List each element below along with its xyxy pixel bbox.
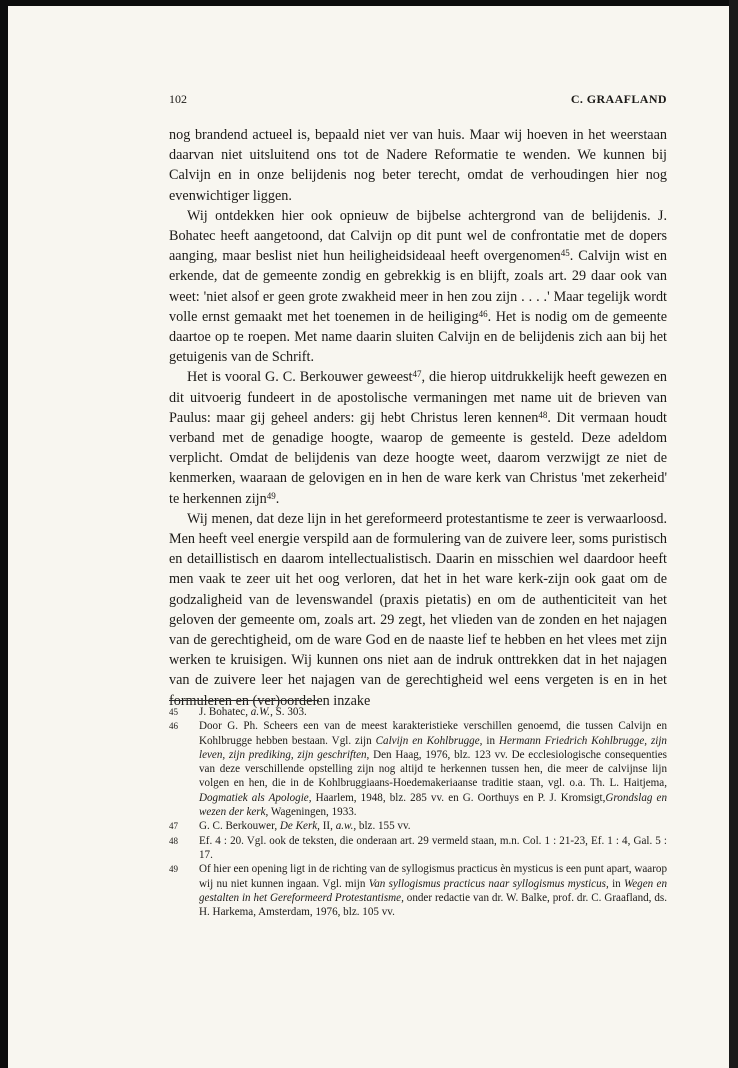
text-span: G. C. Berkouwer, xyxy=(199,820,280,833)
footnote xyxy=(169,719,667,819)
text-span: Den Haag, 1976, blz. 123 vv. De ecclesiologische consequenties van deze verschillende opstelling zijn nog altijd te herkennen tussen hen, die meer de calvijnse lijn volgen en hen, die in de Kohlbruggiaans-Hoedemakeriaanse traditie staan, vgl. o.a. Th. L. Haitjema, xyxy=(199,748,667,790)
footnote-rule xyxy=(169,700,319,701)
footnote-ref[interactable]: 46 xyxy=(478,308,488,319)
text-span: , S. 303. xyxy=(270,706,307,718)
text-span: Wageningen, 1933. xyxy=(268,806,357,819)
italic-text: a.w., xyxy=(335,820,357,833)
text-span: blz. 155 vv. xyxy=(356,820,411,833)
text-span: Het is vooral G. C. Berkouwer geweest xyxy=(187,369,413,386)
text-span: Of hier een opening ligt in de richting van de syllogismus practicus èn mysticus is een punt apart, waarop wij nu niet kunnen ingaan. Vgl. mijn xyxy=(199,863,667,890)
italic-text: a.W. xyxy=(250,706,271,718)
footnote-number: 46 xyxy=(169,721,178,732)
footnote xyxy=(169,819,667,833)
footnote-ref[interactable]: 47 xyxy=(412,369,422,380)
footnote-number: 45 xyxy=(169,707,178,717)
italic-text: Calvijn en Kohlbrugge, xyxy=(375,734,483,747)
italic-text: Van syllogismus practicus naar syllogismus mysticus, xyxy=(368,877,609,890)
text-span: Haarlem, 1948, blz. 285 vv. en G. Oorthuys en P. J. Kromsigt, xyxy=(311,791,606,804)
text-span: Wij ontdekken hier ook opnieuw de bijbelse achtergrond van de belijdenis. J. Bohatec heeft aangetoond, dat Calvijn op dit punt wel de confrontatie met de dopers aanging, maar beslist niet hun heiligheidsideaal heeft overgenomen xyxy=(169,207,667,265)
paragraph xyxy=(169,367,667,508)
italic-text: Grondslag en wezen der kerk, xyxy=(199,791,668,819)
footnote xyxy=(169,834,667,863)
body-text xyxy=(169,125,667,711)
text-span: Door G. Ph. Scheers een van de meest karakteristieke verschillen genoemd, die tussen Calvijn en Kohlbrugge hebben bestaan. Vgl. zijn xyxy=(199,720,667,747)
text-span: J. Bohatec, xyxy=(199,706,251,718)
scan-left-edge xyxy=(0,0,8,1068)
text-span: . xyxy=(275,490,280,507)
page-number: 102 xyxy=(169,92,187,106)
footnote xyxy=(169,862,667,919)
italic-text: Dogmatiek als Apologie, xyxy=(199,791,312,804)
text-span: in xyxy=(608,877,625,890)
page xyxy=(169,0,667,1068)
text-span: , die hierop uitdrukkelijk heeft gewezen en dit uitvoerig fundeert in de apostolische vermaningen met name uit de brieven van Paulus: maar gij geheel anders: gij hebt Christus leren kennen xyxy=(169,369,667,426)
footnote-ref[interactable]: 45 xyxy=(560,248,570,259)
text-span: . Dit vermaan houdt verband met de genadige hoogte, waarop de gemeente is gesteld. Deze adeldom verplicht. Omdat de belijdenis van deze hoogte weet, daarom verzwijgt ze niet de kenmerken, waaraan de gelovigen en in hen de ware kerk van Christus 'met zekerheid' te herkennen zijn xyxy=(169,409,667,507)
footnote-number: 47 xyxy=(169,821,178,832)
footnote-ref[interactable]: 49 xyxy=(266,490,276,501)
footnote xyxy=(169,705,667,719)
paragraph xyxy=(169,125,667,206)
italic-text: Hermann Friedrich Kohlbrugge, zijn leven, zijn prediking, zijn geschriften, xyxy=(199,734,667,761)
footnote-ref[interactable]: 48 xyxy=(538,409,548,420)
text-span: Wij menen, dat deze lijn in het gereformeerd protestantisme te zeer is verwaarloosd. Men heeft veel energie verspild aan de formulering van de zuivere leer, soms puristisch en detaillistisch en daarom intellectualistisch. Daarin en misschien wel daardoor heeft men vaak te zeer uit het oog verloren, dat het in het ware kerk-zijn ook gaat om de godzaligheid van de levenswandel (praxis pietatis) en om de authenticiteit van het geloven der gemeente om, zoals art. 29 zegt, het vlieden van de zonden en het najagen van de gerechtigheid, om de ware God en de naaste lief te hebben en het vlees met zijn werken te kruisigen. Wij kunnen ons niet aan de indruk onttrekken dat in het najagen van de zuivere leer het najagen van de gerechtigheid wel eens vergeten is en in het formuleren en (ver)oordelen inzake xyxy=(169,510,667,709)
paragraph xyxy=(169,206,667,368)
text-span: II, xyxy=(319,820,336,833)
text-span: Ef. 4 : 20. Vgl. ook de teksten, die onderaan art. 29 vermeld staan, m.n. Col. 1 : 21-23, Ef. 1 : 4, Gal. 5 : 17. xyxy=(199,834,667,861)
italic-text: Wegen en gestalten in het Gereformeerd Protestantisme, xyxy=(199,877,667,904)
paragraph xyxy=(169,509,667,711)
footnote-number: 48 xyxy=(169,835,178,846)
text-span: onder redactie van dr. W. Balke, prof. dr. C. Graafland, ds. H. Harkema, Amsterdam, 1976, blz. 105 vv. xyxy=(199,891,667,919)
text-span: nog brandend actueel is, bepaald niet ver van huis. Maar wij hoeven in het weerstaan daarvan niet uitsluitend ons tot de Nadere Reformatie te wenden. We kunnen bij Calvijn en in onze belijdenis nog beter terecht, omdat de verhoudingen hier nog evenwichtiger liggen. xyxy=(169,127,667,204)
scan-right-edge xyxy=(729,0,738,1068)
text-span: . Het is nodig om de gemeente daartoe op te roepen. Met name daarin sluiten Calvijn en de belijdenis zich aan bij het getuigenis van de Schrift. xyxy=(169,308,668,366)
text-span: . Calvijn wist en erkende, dat de gemeente zondig en gebrekkig is en blijft, zoals art. 29 daar ook van weet: 'niet alsof er geen grote zwakheid meer in hen zou zijn . . . .' Maar tegelijk wordt volle ernst gemaakt met het toenemen in de heiliging xyxy=(169,248,667,325)
text-span: in xyxy=(482,734,499,747)
running-head: C. GRAAFLAND xyxy=(570,92,667,106)
footnotes xyxy=(169,705,667,919)
footnote-number: 49 xyxy=(169,864,178,875)
italic-text: De Kerk, xyxy=(279,820,320,833)
